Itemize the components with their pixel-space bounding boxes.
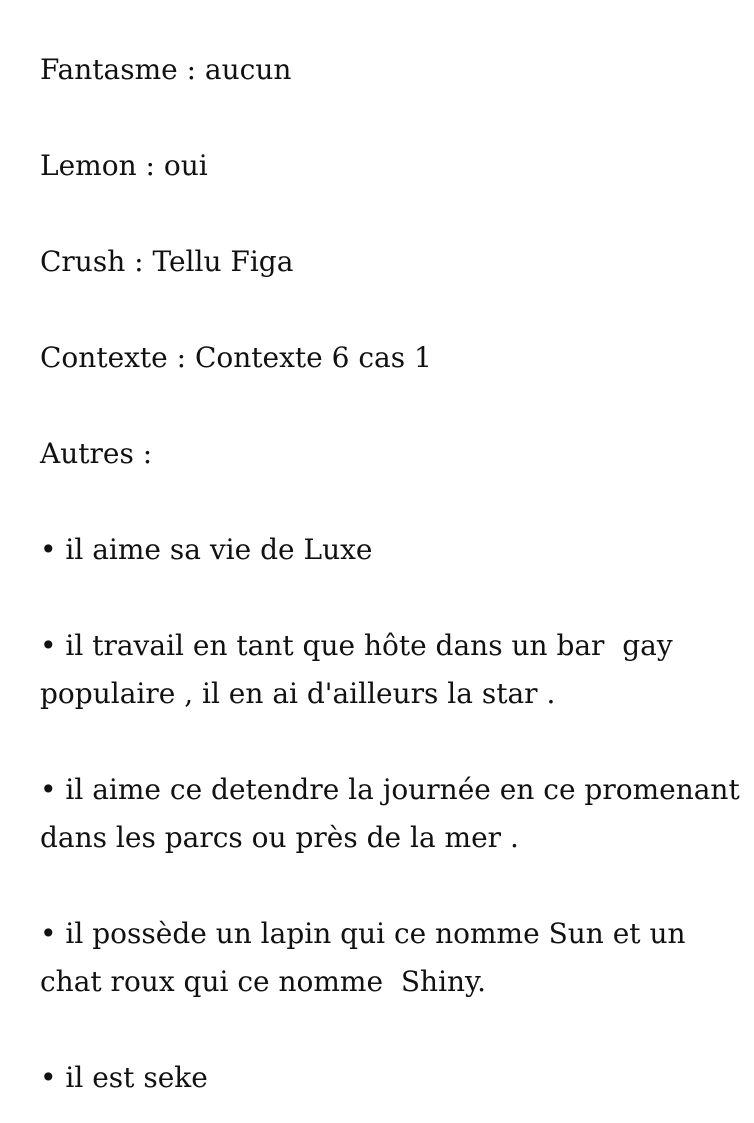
lemon-line: Lemon : oui (40, 149, 208, 182)
bullet-item: • il possède un lapin qui ce nomme Sun et un chat roux qui ce nomme Shiny. (40, 917, 695, 998)
bullet-item: • il travail en tant que hôte dans un bar gay populaire , il en ai d'ailleurs la star . (40, 629, 682, 710)
fantasme-line: Fantasme : aucun (40, 53, 292, 86)
autres-heading: Autres : (40, 437, 153, 470)
document-body (40, 46, 749, 1102)
contexte-line: Contexte : Contexte 6 cas 1 (40, 341, 432, 374)
crush-line: Crush : Tellu Figa (40, 245, 294, 278)
bullet-item: • il est seke (40, 1061, 208, 1094)
bullet-item: • il aime ce detendre la journée en ce promenant dans les parcs ou près de la mer . (40, 773, 749, 854)
bullet-item: • il aime sa vie de Luxe (40, 533, 373, 566)
